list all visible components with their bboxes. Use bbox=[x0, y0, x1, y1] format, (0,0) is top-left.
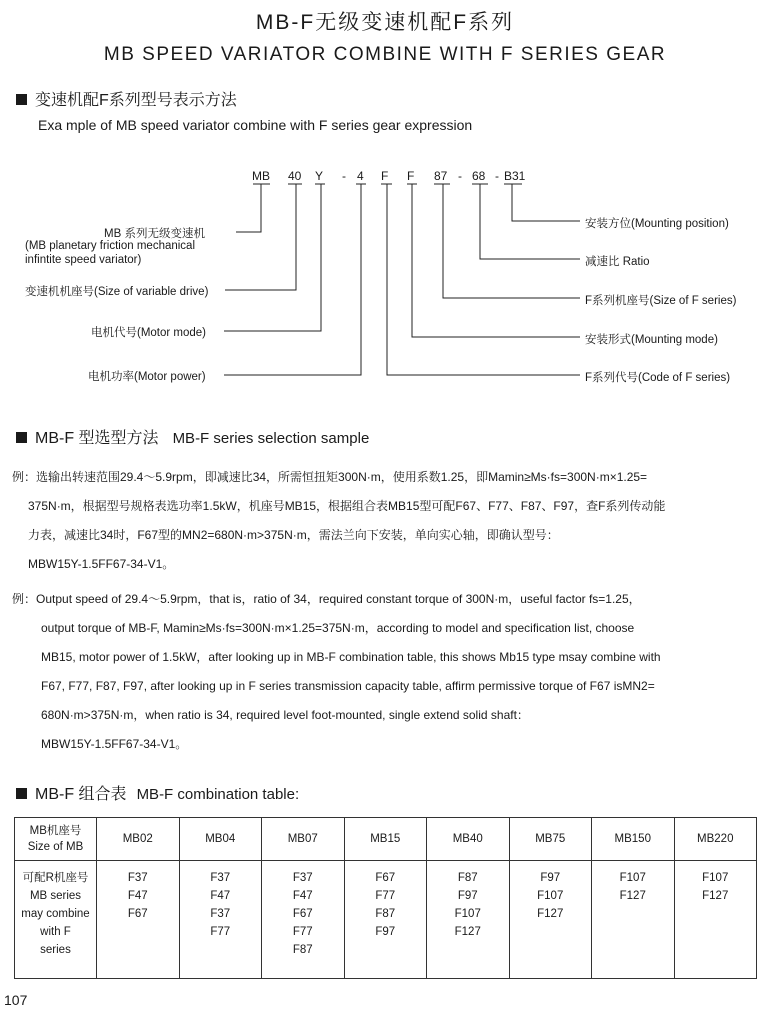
label-mb-series: MB 系列无级变速机 bbox=[104, 228, 205, 240]
paragraph-line: 力表，减速比34时，F67型的MN2=680N·m>375N·m，需法兰向下安装，单向实心轴，即确认型号： bbox=[28, 528, 559, 542]
code-part-size: 40 bbox=[288, 169, 302, 183]
label-mb-series-en2: infintite speed variator) bbox=[25, 254, 142, 266]
table-cell bbox=[592, 861, 675, 979]
table-header-cell: MB15 bbox=[344, 818, 427, 861]
f-series-item: F77 bbox=[375, 890, 396, 902]
code-part-mb: MB bbox=[252, 169, 270, 183]
table-header-cell: MB04 bbox=[179, 818, 262, 861]
selection-paragraph-en bbox=[12, 585, 661, 759]
f-series-item: F47 bbox=[210, 890, 231, 902]
leader-line-position bbox=[512, 184, 580, 221]
table-cell bbox=[262, 861, 345, 979]
table-header-cell: MB40 bbox=[427, 818, 510, 861]
header-row-label-en: Size of MB bbox=[27, 840, 84, 853]
f-series-item: F107 bbox=[454, 908, 481, 920]
code-part-ratio: 68 bbox=[472, 169, 486, 183]
paragraph-line: 375N·m，根据型号规格表选功率1.5kW，机座号MB15，根据组合表MB15型可配F67、F77、F87、F97，查F系列传动能 bbox=[28, 499, 666, 513]
code-part-position: B31 bbox=[504, 169, 526, 183]
f-series-item: F107 bbox=[619, 872, 646, 884]
paragraph-line: 680N·m>375N·m，when ratio is 34, required level foot-mounted, single extend solid shaft： bbox=[41, 708, 529, 722]
label-mounting-mode: 安装形式(Mounting mode) bbox=[585, 334, 718, 346]
label-mb-series-en1: (MB planetary friction mechanical bbox=[25, 240, 196, 252]
paragraph-line: output torque of MB-F, Mamin≥Ms·fs=300N·m×1.25=375N·m，according to model and specification list, choose bbox=[41, 621, 635, 635]
f-series-item: F67 bbox=[127, 908, 148, 920]
f-series-item: F97 bbox=[457, 890, 478, 902]
body-row-label bbox=[15, 861, 97, 979]
table-cell bbox=[509, 861, 592, 979]
label-f-series-code: F系列代号(Code of F series) bbox=[585, 372, 731, 384]
header-row-label bbox=[15, 818, 97, 861]
f-series-item: F77 bbox=[292, 926, 313, 938]
f-series-item: F67 bbox=[292, 908, 313, 920]
body-row-label-line: with F bbox=[40, 926, 71, 938]
leader-line-motor-power bbox=[224, 184, 361, 375]
f-series-item: F87 bbox=[292, 944, 313, 956]
example-caption: Exa mple of MB speed variator combine with F series gear expression bbox=[38, 117, 473, 133]
f-series-item: F127 bbox=[702, 890, 729, 902]
page-title-en: MB SPEED VARIATOR COMBINE WITH F SERIES GEAR bbox=[103, 44, 667, 65]
code-part-f-code: F bbox=[381, 169, 389, 183]
paragraph-line: 例：选输出转速范围29.4～5.9rpm，即减速比34，所需恒扭矩300N·m，使用系数1.25，即Mamin≥Ms·fs=300N·m×1.25= bbox=[12, 470, 648, 484]
table-cell bbox=[674, 861, 757, 979]
f-series-item: F107 bbox=[537, 890, 564, 902]
table-header-cell: MB150 bbox=[592, 818, 675, 861]
header-row-label-cn: MB机座号 bbox=[29, 824, 82, 837]
leader-line-f-code bbox=[387, 184, 580, 375]
page-title-cn: MB-F无级变速机配F系列 bbox=[255, 11, 515, 34]
table-header-row bbox=[15, 818, 757, 861]
f-series-item: F127 bbox=[537, 908, 564, 920]
table-body-row bbox=[15, 861, 757, 979]
leader-line-motor-mode bbox=[224, 184, 321, 331]
paragraph-line: MBW15Y-1.5FF67-34-V1。 bbox=[41, 737, 188, 751]
code-part-mount: F bbox=[407, 169, 415, 183]
code-part-power: 4 bbox=[357, 169, 364, 183]
f-series-item: F87 bbox=[375, 908, 396, 920]
code-part-motor: Y bbox=[315, 169, 324, 183]
f-series-item: F47 bbox=[292, 890, 313, 902]
code-part-f-size: 87 bbox=[434, 169, 448, 183]
body-row-label-line: may combine bbox=[21, 908, 90, 920]
section-combination-heading bbox=[16, 781, 299, 804]
section-selection-heading-cn: MB-F 型选型方法 bbox=[35, 430, 159, 447]
f-series-item: F37 bbox=[210, 872, 231, 884]
label-size-variable-drive: 变速机机座号(Size of variable drive) bbox=[25, 286, 209, 298]
leader-line-mount bbox=[412, 184, 580, 337]
selection-paragraph-cn bbox=[12, 463, 665, 579]
paragraph-line: MB15, motor power of 1.5kW，after looking up in MB-F combination table, this shows Mb15 type msay combine with bbox=[41, 650, 661, 664]
section-selection-heading bbox=[16, 425, 369, 448]
table-header-cell: MB07 bbox=[262, 818, 345, 861]
table-cell bbox=[179, 861, 262, 979]
section-expression-heading-text: 变速机配F系列型号表示方法 bbox=[35, 92, 237, 109]
table-cell bbox=[427, 861, 510, 979]
leader-line-mb bbox=[236, 184, 261, 232]
body-row-label-line: 可配R机座号 bbox=[22, 872, 89, 884]
label-motor-power: 电机功率(Motor power) bbox=[88, 371, 206, 383]
f-series-item: F37 bbox=[292, 872, 313, 884]
table-cell bbox=[344, 861, 427, 979]
f-series-item: F127 bbox=[454, 926, 481, 938]
code-part-dash: - bbox=[342, 169, 346, 183]
paragraph-line: 例：Output speed of 29.4～5.9rpm，that is，ratio of 34，required constant torque of 300N·m，useful factor fs=1.25， bbox=[12, 592, 641, 606]
combination-table bbox=[14, 817, 757, 979]
paragraph-line: MBW15Y-1.5FF67-34-V1。 bbox=[28, 557, 175, 571]
table-header-cell: MB220 bbox=[674, 818, 757, 861]
label-motor-mode: 电机代号(Motor mode) bbox=[91, 327, 207, 339]
table-header-cell: MB75 bbox=[509, 818, 592, 861]
body-row-label-line: series bbox=[40, 944, 71, 956]
f-series-item: F107 bbox=[702, 872, 729, 884]
label-mounting-position: 安装方位(Mounting position) bbox=[585, 218, 729, 230]
square-bullet-icon bbox=[16, 432, 27, 443]
f-series-item: F47 bbox=[127, 890, 148, 902]
section-combination-heading-en: MB-F combination table: bbox=[136, 786, 300, 803]
square-bullet-icon bbox=[16, 788, 27, 799]
f-series-item: F87 bbox=[457, 872, 478, 884]
code-part-dash: - bbox=[495, 169, 499, 183]
f-series-item: F67 bbox=[375, 872, 396, 884]
f-series-item: F127 bbox=[619, 890, 646, 902]
f-series-item: F97 bbox=[540, 872, 561, 884]
label-ratio: 减速比 Ratio bbox=[585, 256, 650, 268]
f-series-item: F97 bbox=[375, 926, 396, 938]
body-row-label-line: MB series bbox=[29, 890, 82, 902]
table-header-cell: MB02 bbox=[97, 818, 180, 861]
page-number: 107 bbox=[4, 992, 28, 1008]
table-cell bbox=[97, 861, 180, 979]
code-part-dash: - bbox=[458, 169, 462, 183]
f-series-item: F37 bbox=[210, 908, 231, 920]
label-f-series-size: F系列机座号(Size of F series) bbox=[585, 295, 737, 307]
f-series-item: F77 bbox=[210, 926, 231, 938]
paragraph-line: F67, F77, F87, F97, after looking up in F series transmission capacity table, affirm permissive torque of F67 isMN2= bbox=[41, 679, 655, 693]
section-combination-heading-cn: MB-F 组合表 bbox=[35, 786, 127, 803]
f-series-item: F37 bbox=[127, 872, 148, 884]
section-selection-heading-en: MB-F series selection sample bbox=[172, 430, 370, 447]
